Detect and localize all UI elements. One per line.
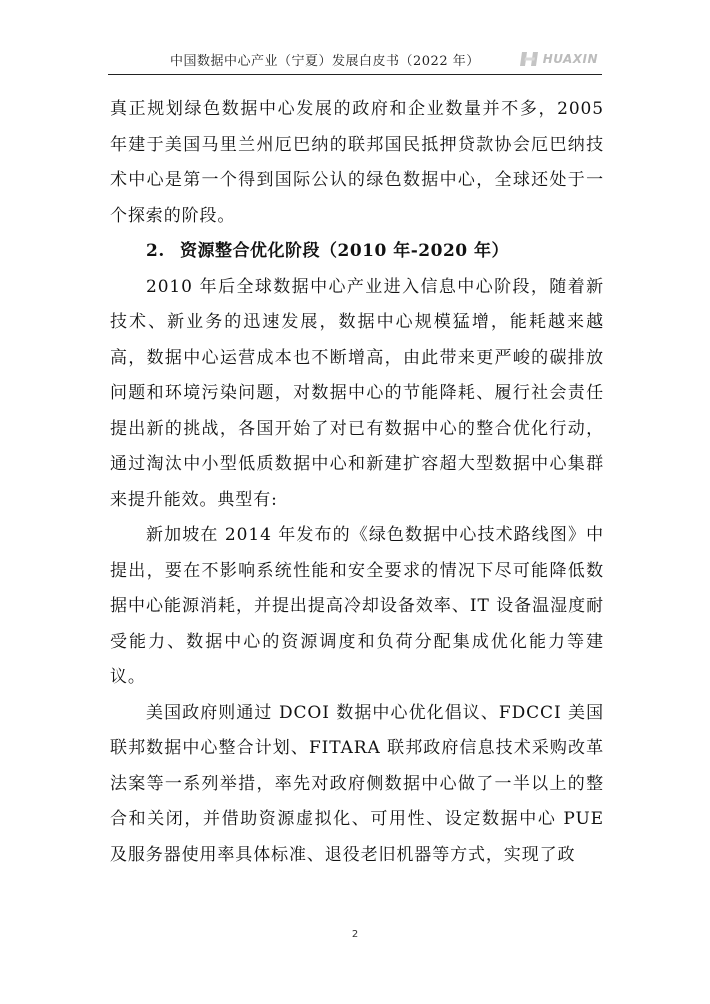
section-title: 资源整合优化阶段（2010 年-2020 年）	[180, 241, 510, 261]
page-header	[108, 46, 602, 75]
huaxin-logo-mark-icon	[519, 51, 541, 67]
paragraph-continued: 真正规划绿色数据中心发展的政府和企业数量并不多，2005 年建于美国马里兰州厄巴纳的联邦国民抵押贷款协会厄巴纳技术中心是第一个得到国际公认的绿色数据中心，全球还处于一个探索的阶段。	[110, 99, 604, 226]
section-number: 2.	[146, 241, 165, 261]
section-heading	[110, 234, 604, 270]
brand-name: HUAXIN	[542, 52, 598, 66]
page-number: 2	[351, 929, 359, 940]
brand-logo	[519, 49, 598, 69]
paragraph-usa: 美国政府则通过 DCOI 数据中心优化倡议、FDCCI 美国联邦数据中心整合计划、FITARA 联邦政府信息技术采购改革法案等一系列举措，率先对政府侧数据中心做了一半以上的整合和关闭，并借助资源虚拟化、可用性、设定数据中心 PUE 及服务器使用率具体标准、退役老旧机器等方式，实现了政	[110, 702, 604, 865]
paragraph-overview: 2010 年后全球数据中心产业进入信息中心阶段，随着新技术、新业务的迅速发展，数据中心规模猛增，能耗越来越高，数据中心运营成本也不断增高，由此带来更严峻的碳排放问题和环境污染问题，对数据中心的节能降耗、履行社会责任提出新的挑战，各国开始了对已有数据中心的整合优化行动，通过淘汰中小型低质数据中心和新建扩容超大型数据中心集群来提升能效。典型有:	[110, 276, 604, 510]
page-body	[110, 92, 604, 873]
document-title: 中国数据中心产业（宁夏）发展白皮书（2022 年）	[170, 54, 480, 69]
paragraph-singapore: 新加坡在 2014 年发布的《绿色数据中心技术路线图》中提出，要在不影响系统性能和安全要求的情况下尽可能降低数据中心能源消耗，并提出提高冷却设备效率、IT 设备温湿度耐受能力、数据中心的资源调度和负荷分配集成优化能力等建议。	[110, 525, 604, 687]
